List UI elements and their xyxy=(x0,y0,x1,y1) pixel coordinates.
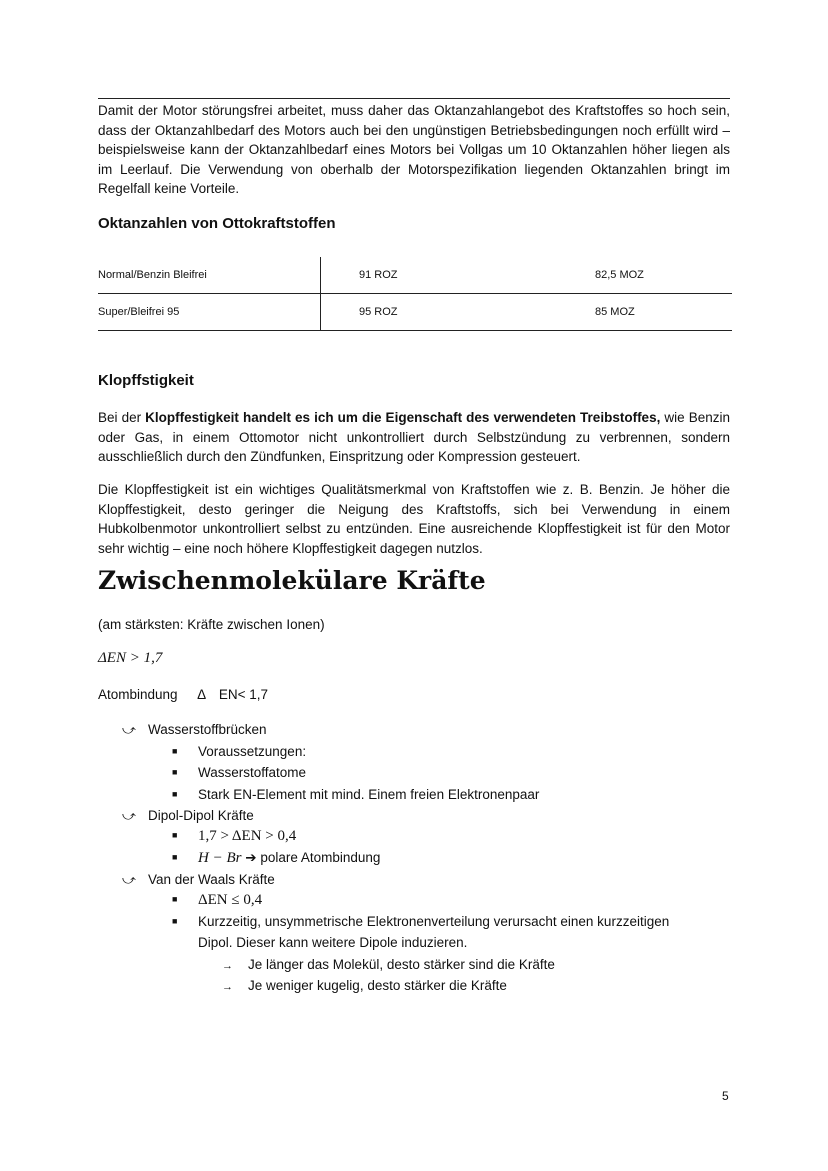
list-item xyxy=(222,957,555,972)
list-item-label: Je länger das Molekül, desto stärker sind die Kräfte xyxy=(248,957,555,972)
atombindung-line xyxy=(98,687,268,702)
list-item xyxy=(172,765,306,780)
list-item-label: Wasserstoffatome xyxy=(198,765,307,780)
table-row xyxy=(98,294,732,331)
list-item xyxy=(222,978,507,993)
list-item xyxy=(172,850,380,867)
intro-paragraph: Damit der Motor störungsfrei arbeitet, muss daher das Oktanzahlangebot des Kraftstoffes so hoch sein, dass der Oktanzahlbedarf des Motors auch bei den ungünstigen Betriebsbedingungen noch erfüllt wird – beispielsweise kann der Oktanzahlbedarf eines Motors bei Vollgas um 10 Oktanzahlen höher liegen als im Leerlauf. Die Verwendung von oberhalb der Motorspezifikation liegenden Oktanzahlen bringt im Regelfall keine Vorteile. xyxy=(98,103,730,196)
list-item-continuation: Dipol. Dieser kann weitere Dipole induzieren. xyxy=(198,935,468,950)
header-rule xyxy=(98,98,730,99)
delta-en-ion: ΔEN > 1,7 xyxy=(98,650,163,666)
list-item-label: Voraussetzungen: xyxy=(198,744,307,759)
list-item xyxy=(172,787,539,802)
list-item-label: Wasserstoffbrücken xyxy=(148,722,267,737)
list-item-label: Kurzzeitig, unsymmetrische Elektronenverteilung verursacht einen kurzzeitigen xyxy=(198,914,670,929)
list-item xyxy=(172,828,296,845)
math-expression: ΔEN ≤ 0,4 xyxy=(198,892,263,908)
list-item xyxy=(172,914,669,929)
text-span: wie Benzin oder Gas, in einem Ottomotor nicht unkontrolliert durch Selbstzündung zu verbrennen, sondern ausschließlich durch den Zündfunken, Einspritzung oder Kompression gesteuert. xyxy=(98,410,730,464)
curved-arrow-icon: ⤻ xyxy=(122,872,136,887)
klopf-paragraph-2: Die Klopffestigkeit ist ein wichtiges Qualitätsmerkmal von Kraftstoffen wie z. B. Benzin. Je höher die Klopffestigkeit, desto geringer die Neigung des Kraftstoffs, sich bei Verwendung in einem Hubkolbenmotor unkontrolliert selbst zu entzünden. Eine ausreichende Klopffestigkeit ist für den Motor sehr wichtig – eine noch höhere Klopffestigkeit dagegen nutzlos. xyxy=(98,482,730,556)
list-item-label: Je weniger kugelig, desto stärker die Kräfte xyxy=(248,978,507,993)
page-number: 5 xyxy=(722,1089,729,1103)
table-cell: 82,5 MOZ xyxy=(595,257,732,294)
square-bullet-icon: ■ xyxy=(172,852,178,862)
math-expression: H − Br xyxy=(198,850,242,866)
table-row xyxy=(98,257,732,294)
list-item xyxy=(172,744,306,759)
right-arrow-icon: → xyxy=(222,960,233,972)
table-cell: Super/Bleifrei 95 xyxy=(98,294,321,331)
list-item xyxy=(122,872,275,888)
square-bullet-icon: ■ xyxy=(172,789,178,799)
table-cell: Normal/Benzin Bleifrei xyxy=(98,257,321,294)
klopf-heading: Klopffstigkeit xyxy=(98,372,194,389)
table-cell: 85 MOZ xyxy=(595,294,732,331)
curved-arrow-icon: ⤻ xyxy=(122,722,136,737)
list-item xyxy=(172,892,262,909)
square-bullet-icon: ■ xyxy=(172,746,178,756)
list-item xyxy=(122,808,254,824)
oktan-heading: Oktanzahlen von Ottokraftstoffen xyxy=(98,215,336,232)
text-span: Bei der xyxy=(98,410,146,425)
list-item-label: Van der Waals Kräfte xyxy=(148,872,275,887)
klopf-paragraph-1 xyxy=(98,408,730,467)
table-cell: 95 ROZ xyxy=(321,294,596,331)
atombindung-label: Atombindung xyxy=(98,687,178,702)
math-expression: 1,7 > ΔEN > 0,4 xyxy=(198,828,297,844)
list-item-label: polare Atombindung xyxy=(260,850,381,865)
delta-symbol: Δ xyxy=(197,687,206,702)
curved-arrow-icon: ⤻ xyxy=(122,808,136,823)
square-bullet-icon: ■ xyxy=(172,830,178,840)
list-item xyxy=(122,722,267,738)
ionen-note: (am stärksten: Kräfte zwischen Ionen) xyxy=(98,617,325,632)
list-item-label: Dipol-Dipol Kräfte xyxy=(148,808,254,823)
table-cell: 91 ROZ xyxy=(321,257,596,294)
square-bullet-icon: ■ xyxy=(172,916,178,926)
square-bullet-icon: ■ xyxy=(172,894,178,904)
atombindung-rest: EN< 1,7 xyxy=(218,687,269,702)
list-item-label: Stark EN-Element mit mind. Einem freien Elektronenpaar xyxy=(198,787,540,802)
right-arrow-icon: → xyxy=(222,981,233,993)
bold-span: Klopffestigkeit handelt es ich um die Eigenschaft des verwendeten Treibstoffes, xyxy=(145,410,661,425)
octane-table xyxy=(98,257,732,331)
right-arrow-icon: ➔ xyxy=(245,850,257,865)
main-heading: Zwischenmolekülare Kräfte xyxy=(98,566,486,595)
square-bullet-icon: ■ xyxy=(172,767,178,777)
